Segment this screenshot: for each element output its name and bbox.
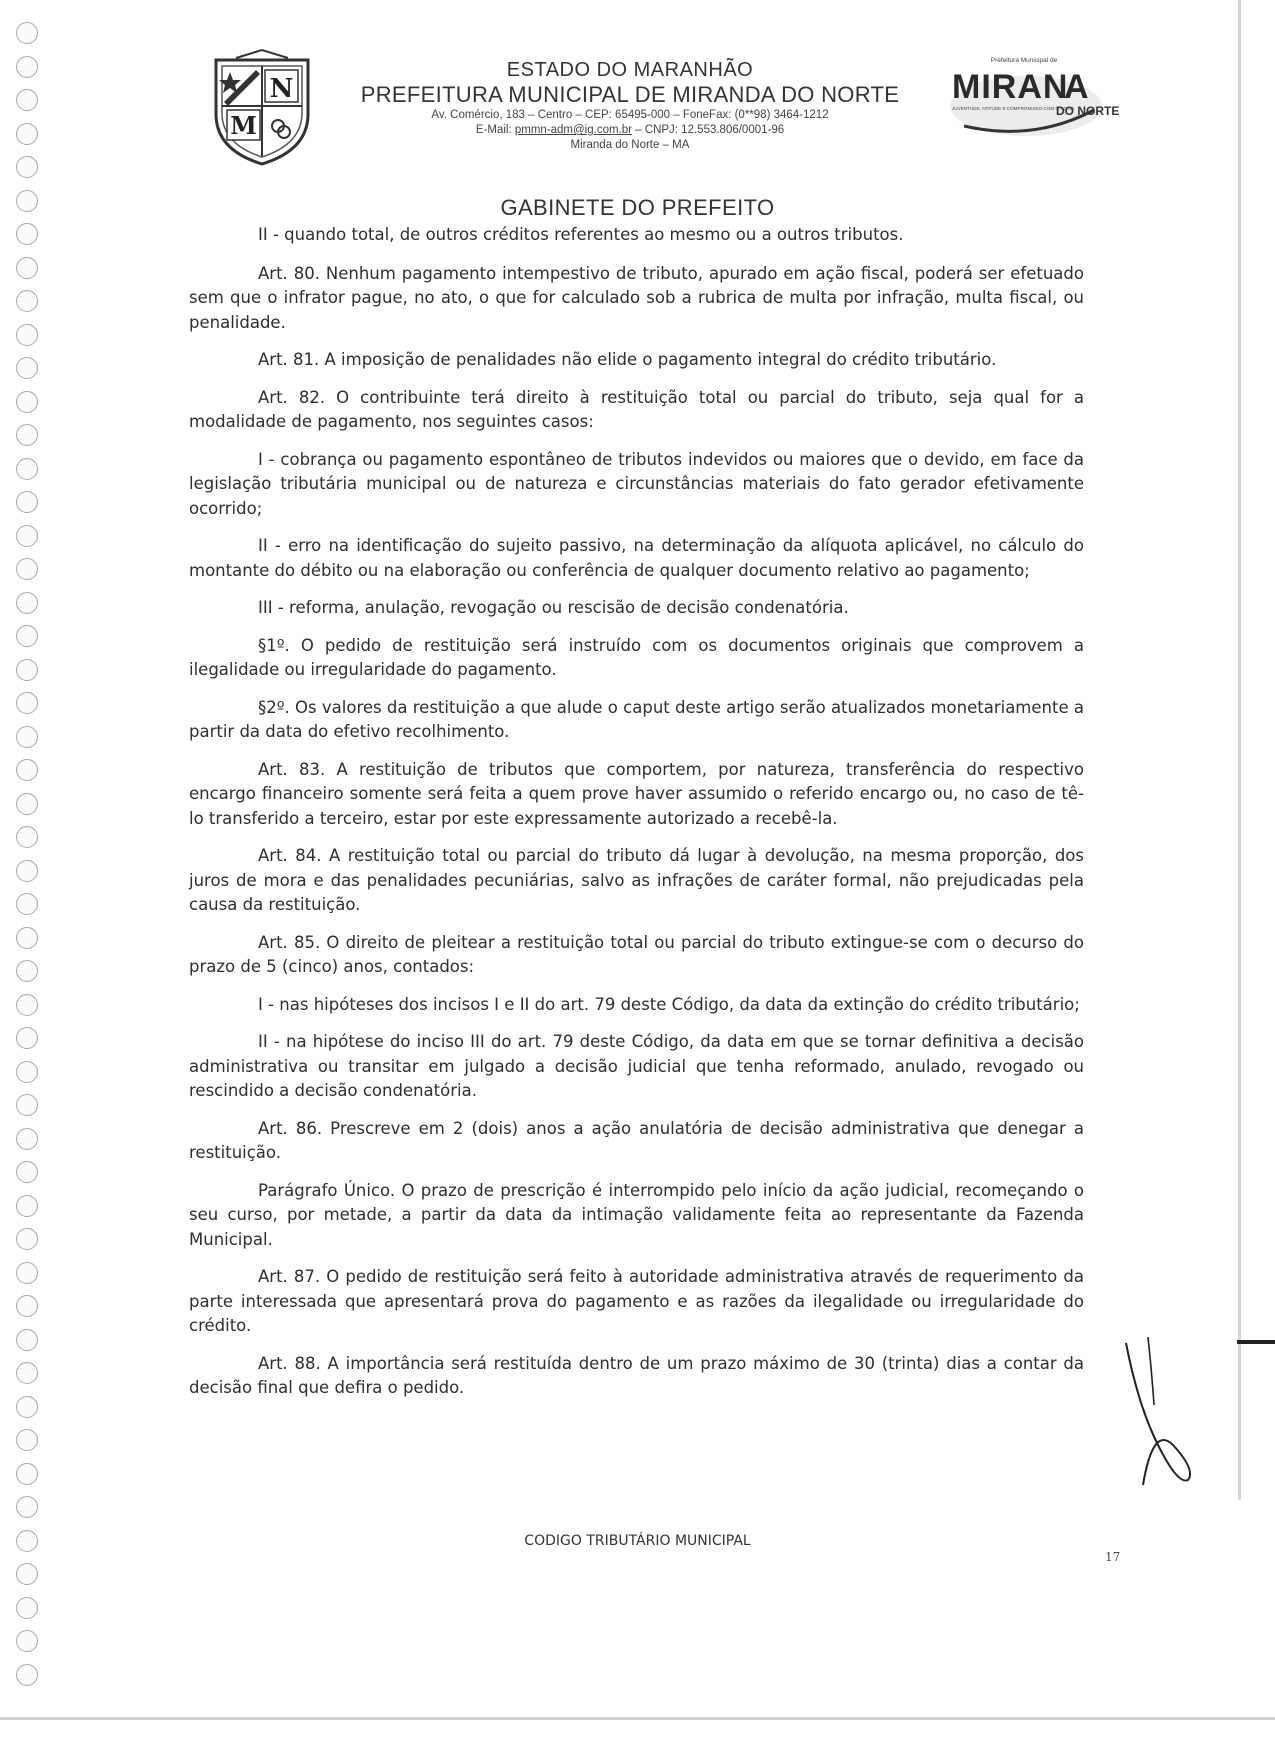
prefeitura-name: PREFEITURA MUNICIPAL DE MIRANDA DO NORTE (360, 82, 900, 107)
binding-hole (16, 223, 38, 245)
binding-hole (16, 123, 38, 145)
binding-hole (16, 927, 38, 949)
city-line: Miranda do Norte – MA (570, 139, 690, 151)
binding-hole (16, 1396, 38, 1418)
binding-hole (16, 1262, 38, 1284)
binding-hole (16, 324, 38, 346)
page-edge-mark (1237, 1340, 1275, 1344)
paragraph: I - nas hipóteses dos incisos I e II do art. 79 deste Código, da data da extinção do crédito tributário; (258, 994, 1080, 1014)
svg-text:DO NORTE: DO NORTE (1056, 104, 1120, 118)
paragraph: Art. 83. A restituição de tributos que comportem, por natureza, transferência do respectivo encargo financeiro somente será feita a quem prove haver assumido o referido encargo ou, no caso de tê-lo transferido a terceiro, estar por este expressamente autorizado a recebê-la. (189, 759, 1084, 828)
logo-tagline: JUVENTUDE, ATITUDE E COMPROMISSO COM O POVO. (952, 106, 1075, 111)
binding-hole (16, 1630, 38, 1652)
paragraph: III - reforma, anulação, revogação ou rescisão de decisão condenatória. (258, 598, 849, 617)
binding-hole (16, 558, 38, 580)
paragraph: Art. 86. Prescreve em 2 (dois) anos a ação anulatória de decisão administrativa que denegar a restituição. (189, 1118, 1084, 1162)
binding-hole (16, 659, 38, 681)
paragraph: Art. 82. O contribuinte terá direito à restituição total ou parcial do tributo, seja qual for a modalidade de pagamento, nos seguintes casos: (189, 387, 1084, 431)
email-label: E-Mail: (475, 124, 512, 136)
binding-hole (16, 1563, 38, 1585)
binding-hole (16, 1061, 38, 1083)
binding-hole (16, 56, 38, 78)
email-line (320, 123, 940, 138)
svg-text:A: A (1064, 68, 1089, 106)
binding-hole (16, 1496, 38, 1518)
paragraph: Art. 88. A importância será restituída dentro de um prazo máximo de 30 (trinta) dias a contar da decisão final que defira o pedido. (189, 1353, 1084, 1397)
binding-hole (16, 692, 38, 714)
paragraph: II - na hipótese do inciso III do art. 79 deste Código, da data em que se tornar definitiva a decisão administrativa ou transitar em julgado a decisão judicial que tenha reformado, anulado, revogado ou rescindido a decisão condenatória. (189, 1032, 1084, 1100)
binding-hole (16, 491, 38, 513)
paragraph: Art. 80. Nenhum pagamento intempestivo de tributo, apurado em ação fiscal, poderá ser efetuado sem que o infrator pague, no ato, o que for calculado sob a rubrica de multa por infração, multa fiscal, ou penalidade. (189, 263, 1084, 332)
binding-hole (16, 1094, 38, 1116)
binding-hole (16, 1161, 38, 1183)
page-bottom-edge (0, 1717, 1275, 1720)
logo-small-text: Prefeitura Municipal de (990, 57, 1058, 64)
paragraph: Art. 81. A imposição de penalidades não elide o pagamento integral do crédito tributário. (258, 350, 997, 369)
binding-hole (16, 357, 38, 379)
binding-hole (16, 22, 38, 44)
paragraph: I - cobrança ou pagamento espontâneo de tributos indevidos ou maiores que o devido, em face da legislação tributária municipal ou de natureza e circunstâncias materiais do fato gerador efetivamente ocorrido; (189, 449, 1084, 518)
binding-hole (16, 424, 38, 446)
binding-hole (16, 759, 38, 781)
crest-letter-n: N (269, 74, 294, 104)
binding-hole (16, 525, 38, 547)
binding-hole (16, 1429, 38, 1451)
paragraph: II - erro na identificação do sujeito passivo, na determinação da alíquota aplicável, no cálculo do montante do débito ou na elaboração ou conferência de qualquer documento relativo ao pagamento; (189, 536, 1084, 580)
binding-hole (16, 994, 38, 1016)
paragraph: II - quando total, de outros créditos referentes ao mesmo ou a outros tributos. (258, 225, 904, 244)
binding-hole (16, 860, 38, 882)
binding-hole (16, 1195, 38, 1217)
document-body (189, 223, 1084, 1414)
binding-hole (16, 458, 38, 480)
binding-hole (16, 156, 38, 178)
office-title: GABINETE DO PREFEITO (500, 195, 775, 220)
document-footer: CODIGO TRIBUTÁRIO MUNICIPAL (524, 1533, 751, 1549)
binding-hole (16, 726, 38, 748)
paragraph: Art. 84. A restituição total ou parcial do tributo dá lugar à devolução, na mesma proporção, dos juros de mora e das penalidades pecuniárias, salvo as infrações de caráter formal, não prejudicadas pela causa da restituição. (189, 846, 1084, 914)
paragraph: Parágrafo Único. O prazo de prescrição é interrompido pelo início da ação judicial, recomeçando o seu curso, por metade, a partir da data da intimação validamente feita ao representante da Fazenda Municipal. (189, 1180, 1084, 1249)
binding-hole (16, 625, 38, 647)
binding-hole (16, 1463, 38, 1485)
binding-hole (16, 960, 38, 982)
crest-letter-m: M (230, 111, 257, 140)
spiral-binding-holes (0, 0, 60, 1756)
cnpj-text: – CNPJ: 12.553.806/0001-96 (635, 124, 785, 136)
binding-hole (16, 592, 38, 614)
paragraph: Art. 87. O pedido de restituição será feito à autoridade administrativa através de requerimento da parte interessada que apresentará prova do pagamento e as razões da ilegalidade ou irregularidade do crédito. (189, 1267, 1084, 1335)
binding-hole (16, 89, 38, 111)
page-edge-line (1238, 0, 1241, 1500)
binding-hole (16, 391, 38, 413)
paragraph: Art. 85. O direito de pleitear a restituição total ou parcial do tributo extingue-se com o decurso do prazo de 5 (cinco) anos, contados: (189, 932, 1084, 976)
svg-text:MIRAN: MIRAN (952, 68, 1069, 106)
binding-hole (16, 793, 38, 815)
page-number: 17 (1105, 1550, 1121, 1564)
handwritten-initial-mark (1118, 1335, 1198, 1495)
email-link[interactable]: pmmn-adm@ig.com.br (514, 124, 632, 136)
binding-hole (16, 1128, 38, 1150)
binding-hole (16, 1329, 38, 1351)
binding-hole (16, 1295, 38, 1317)
binding-hole (16, 1027, 38, 1049)
address-line: Av. Comércio, 183 – Centro – CEP: 65495-000 – FoneFax: (0**98) 3464-1212 (431, 109, 829, 121)
binding-hole (16, 826, 38, 848)
paragraph: §2º. Os valores da restituição a que alude o caput deste artigo serão atualizados monetariamente a partir da data do efetivo recolhimento. (189, 697, 1084, 741)
municipal-crest-logo (210, 50, 314, 166)
binding-hole (16, 257, 38, 279)
letterhead (320, 58, 940, 153)
binding-hole (16, 1597, 38, 1619)
binding-hole (16, 290, 38, 312)
binding-hole (16, 1228, 38, 1250)
binding-hole (16, 893, 38, 915)
binding-hole (16, 1664, 38, 1686)
binding-hole (16, 1362, 38, 1384)
miranda-do-norte-logo (944, 50, 1120, 142)
state-name: ESTADO DO MARANHÃO (506, 59, 754, 81)
paragraph: §1º. O pedido de restituição será instruído com os documentos originais que comprovem a ilegalidade ou irregularidade do pagamento. (189, 635, 1084, 679)
